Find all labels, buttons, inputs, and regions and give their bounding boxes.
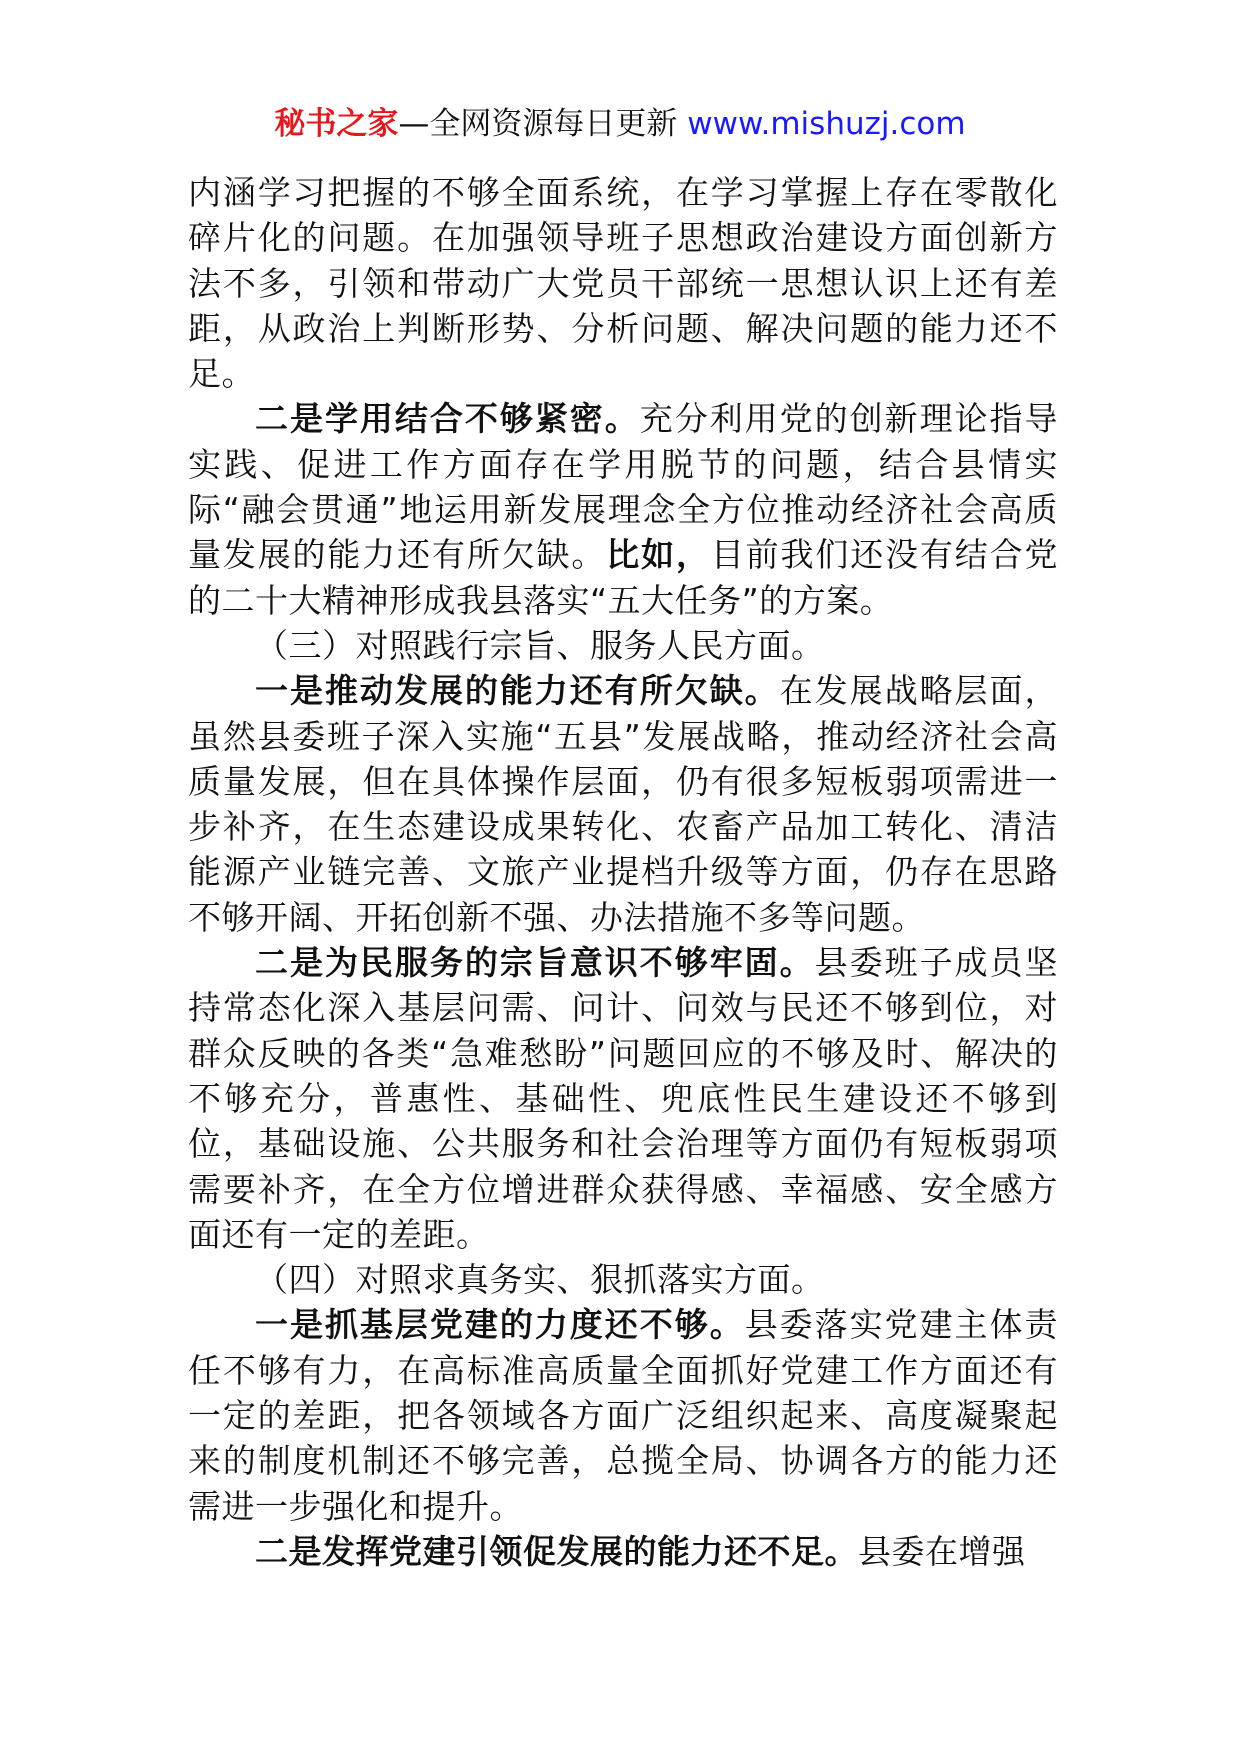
header-tagline: —全网资源每日更新 — [398, 106, 688, 142]
paragraph-lead: 二是学用结合不够紧密。 — [255, 399, 640, 439]
paragraph-service-awareness — [188, 940, 1058, 1257]
paragraph-development-ability — [188, 668, 1058, 940]
site-url-link[interactable]: www.mishuzj.com — [687, 106, 966, 142]
brand-name: 秘书之家 — [274, 106, 399, 142]
section-heading-3: （三）对照践行宗旨、服务人民方面。 — [255, 625, 825, 665]
section-heading-4: （四）对照求真务实、狠抓落实方面。 — [255, 1260, 825, 1300]
paragraph-text: 目前我们还没有结合党的二十大精神形成我县落实“五大任务”的方案。 — [188, 535, 1059, 620]
paragraph-study-application — [188, 396, 1058, 622]
paragraph-grassroots-party-building — [188, 1302, 1058, 1528]
paragraph-text: 县委落实党建主体责任不够有力，在高标准高质量全面抓好党建工作方面还有一定的差距，把各领域各方面广泛组织起来、高度凝聚起来的制度机制还不够完善，总揽全局、协调各方的能力还需进一步强化和提升。 — [188, 1305, 1059, 1526]
document-body — [188, 170, 1058, 1574]
paragraph-text: 内涵学习把握的不够全面系统，在学习掌握上存在零散化碎片化的问题。在加强领导班子思想政治建设方面创新方法不多，引领和带动广大党员干部统一思想认识上还有差距，从政治上判断形势、分析问题、解决问题的能力还不足。 — [188, 173, 1058, 394]
paragraph-text: 县委在增强 — [858, 1531, 1026, 1571]
paragraph-lead: 二是发挥党建引领促发展的能力还不足。 — [255, 1531, 858, 1571]
paragraph-emphasis: 比如， — [606, 535, 711, 575]
paragraph-text: 充分利用党的创新理论指导实践、促进工作方面存在学用脱节的问题，结合县情实际“融会贯通”地运用新发展理念全方位推动经济社会高质量发展的能力还有所欠缺。 — [188, 399, 1059, 575]
paragraph-party-leadership — [188, 1529, 1058, 1574]
page-header — [0, 102, 1240, 146]
paragraph-text: 在发展战略层面，虽然县委班子深入实施“五县”发展战略，推动经济社会高质量发展，但在具体操作层面，仍有很多短板弱项需进一步补齐，在生态建设成果转化、农畜产品加工转化、清洁能源产业链完善、文旅产业提档升级等方面，仍存在思路不够开阔、开拓创新不强、办法措施不多等问题。 — [188, 671, 1059, 937]
paragraph-lead: 二是为民服务的宗旨意识不够牢固。 — [255, 943, 815, 983]
paragraph-text: 县委班子成员坚持常态化深入基层问需、问计、问效与民还不够到位，对群众反映的各类“急难愁盼”问题回应的不够及时、解决的不够充分，普惠性、基础性、兜底性民生建设还不够到位，基础设施、公共服务和社会治理等方面仍有短板弱项需要补齐，在全方位增进群众获得感、幸福感、安全感方面还有一定的差距。 — [188, 943, 1059, 1254]
paragraph-lead: 一是抓基层党建的力度还不够。 — [255, 1305, 745, 1345]
paragraph-lead: 一是推动发展的能力还有所欠缺。 — [255, 671, 780, 711]
paragraph-continuation — [188, 170, 1058, 396]
